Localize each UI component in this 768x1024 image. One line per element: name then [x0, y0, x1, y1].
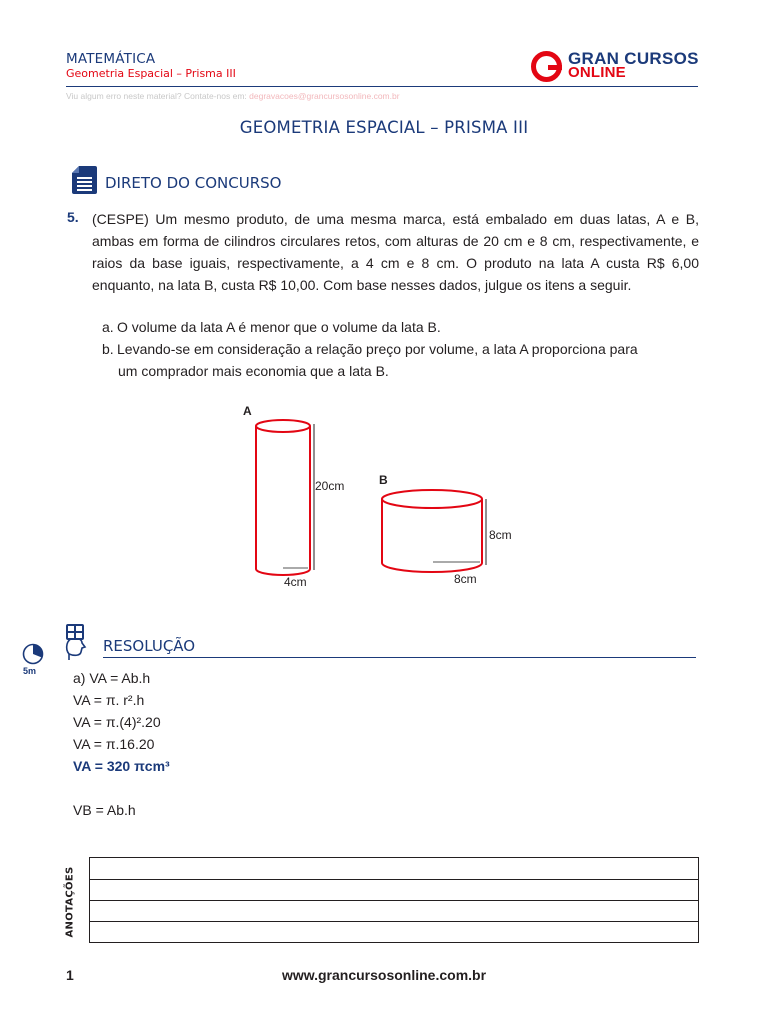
notes-line [90, 879, 698, 880]
topic-subtitle: Geometria Espacial – Prisma III [66, 67, 236, 80]
resolution-step-4: VA = π.16.20 [73, 736, 155, 752]
question-number: 5. [67, 209, 79, 225]
question-item-b [102, 338, 699, 382]
resolution-title: RESOLUÇÃO [103, 637, 196, 655]
header-divider [66, 86, 698, 87]
logo-text-line2: ONLINE [568, 64, 626, 81]
cylinder-a-height-label: 20cm [315, 479, 345, 493]
notes-label [62, 867, 78, 937]
resolution-result: VA = 320 πcm³ [73, 758, 170, 774]
cylinders-figure [0, 395, 768, 595]
error-contact-text: Viu algum erro neste material? Contate-nos em: [66, 91, 247, 101]
item-a-marker: a. [102, 319, 114, 335]
cylinder-a-radius-label: 4cm [284, 575, 307, 589]
subject-title: MATEMÁTICA [66, 51, 156, 67]
cylinder-a [256, 420, 310, 575]
document-icon [71, 165, 98, 195]
head-calculator-icon [64, 623, 98, 661]
cylinder-b-radius-label: 8cm [454, 572, 477, 586]
cylinder-a-label: A [243, 404, 252, 418]
resolution-step-b: VB = Ab.h [73, 802, 136, 818]
resolution-step-2: VA = π. r².h [73, 692, 145, 708]
item-b-marker: b. [102, 341, 114, 357]
step-a-letter: a) [73, 670, 86, 686]
cylinder-b-height-label: 8cm [489, 528, 512, 542]
page-number: 1 [66, 967, 74, 983]
resolution-step-a [73, 670, 150, 686]
question-item-a [102, 316, 441, 338]
logo-text-line1: GRAN CURSOS [568, 49, 699, 68]
cylinder-b [382, 490, 482, 572]
resolution-divider [103, 657, 696, 658]
timer-icon [22, 643, 44, 665]
timer-label: 5m [23, 666, 37, 676]
step-a-formula: VA = Ab.h [85, 670, 151, 686]
error-contact-note [66, 91, 400, 101]
item-a-text: O volume da lata A é menor que o volume da lata B. [117, 319, 441, 335]
notes-box[interactable] [89, 857, 699, 943]
document-title: GEOMETRIA ESPACIAL – PRISMA III [239, 118, 529, 137]
notes-line [90, 900, 698, 901]
notes-label-text: ANOTAÇÕES [64, 866, 76, 938]
gran-cursos-logo [531, 49, 701, 83]
item-b-text-line1: Levando-se em consideração a relação preço por volume, a lata A proporciona para [117, 341, 638, 357]
resolution-step-3: VA = π.(4)².20 [73, 714, 161, 730]
cylinder-b-label: B [379, 473, 388, 487]
section-title: DIRETO DO CONCURSO [105, 174, 282, 192]
error-contact-email[interactable]: degravacoes@grancursosonline.com.br [249, 91, 400, 101]
item-b-text-line2: um comprador mais economia que a lata B. [118, 363, 389, 379]
footer-url[interactable]: www.grancursosonline.com.br [281, 967, 487, 983]
logo-g-icon [531, 51, 562, 82]
question-text: (CESPE) Um mesmo produto, de uma mesma marca, está embalado em duas latas, A e B, ambas em forma de cilindros circulares retos, com alturas de 20 cm e 8 cm, respectivamente, e raios da base iguais, respectivamente, a 4 cm e 8 cm. O produto na lata A custa R$ 6,00 enquanto, na lata B, custa R$ 10,00. Com base nesses dados, julgue os itens a seguir. [92, 211, 699, 293]
notes-line [90, 921, 698, 922]
